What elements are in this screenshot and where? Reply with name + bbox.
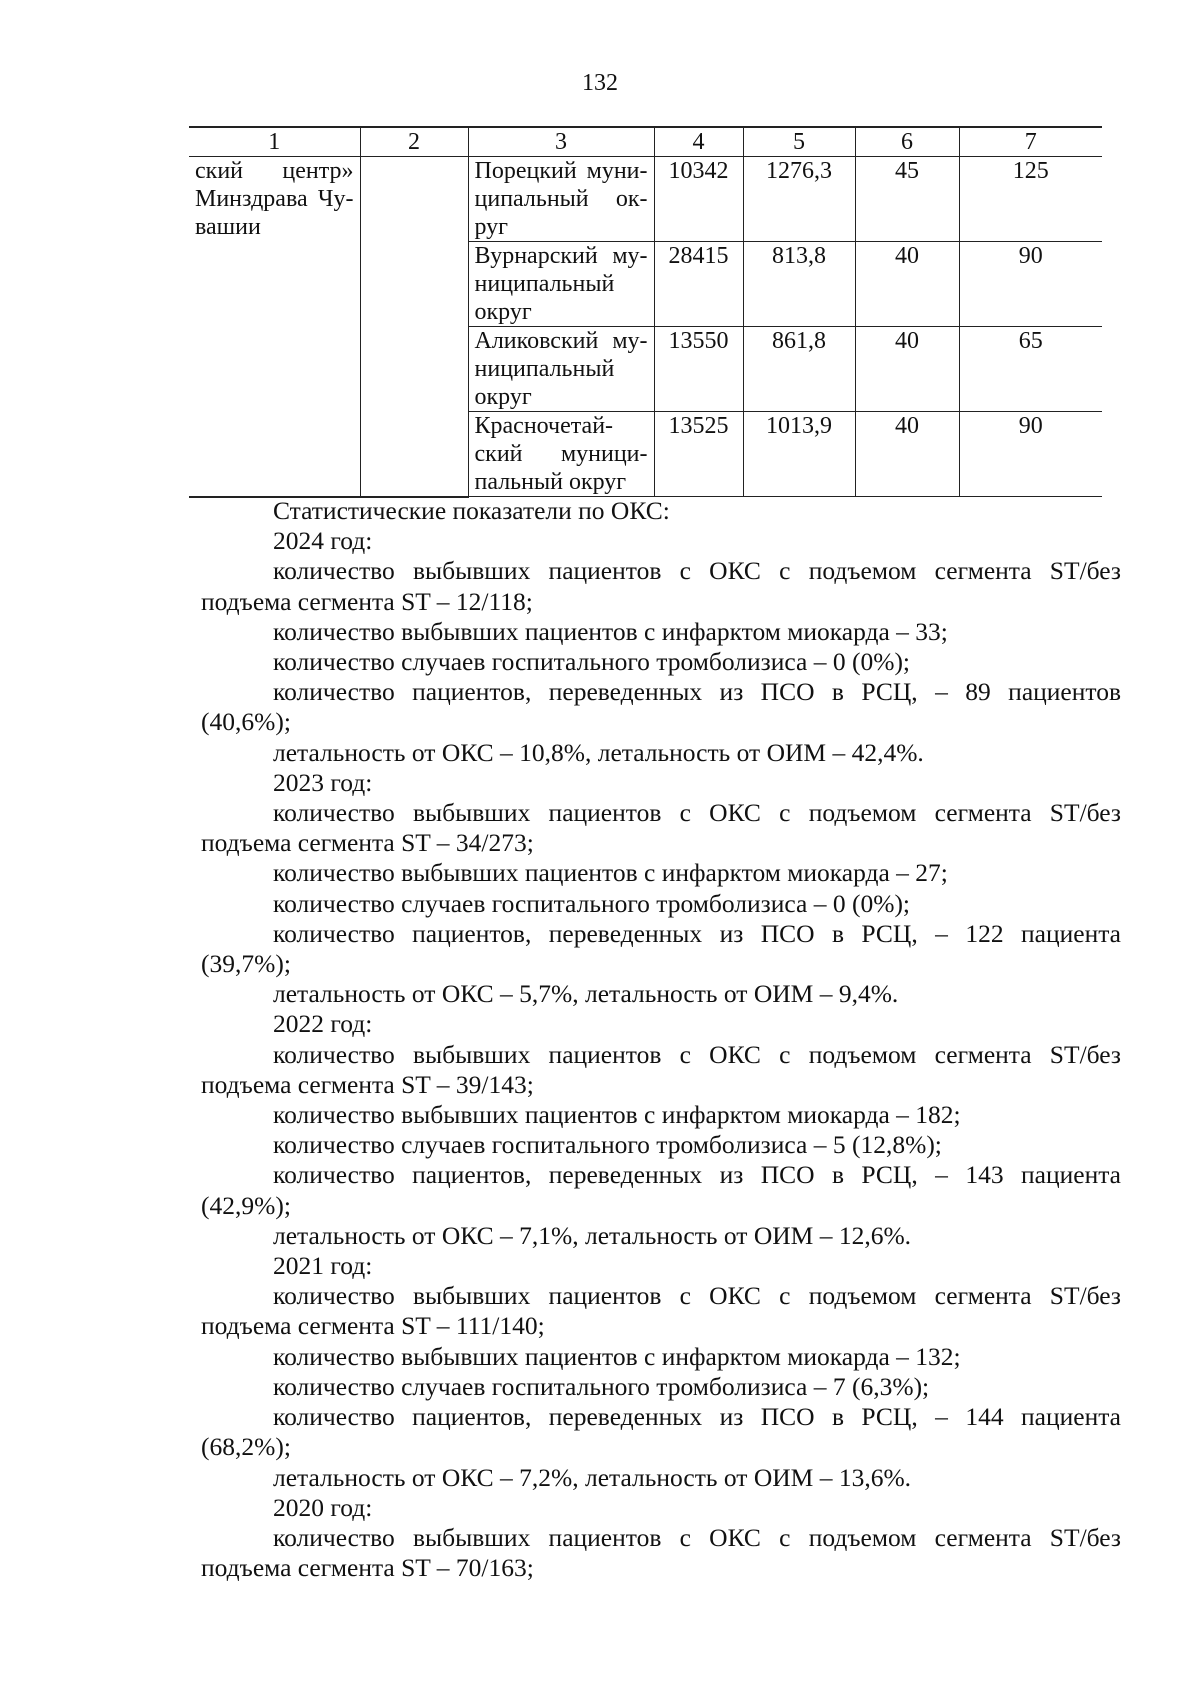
value-cell: 13525 bbox=[654, 412, 743, 497]
hospital-districts-table bbox=[189, 126, 1102, 498]
district-line: ципальный ок- bbox=[474, 186, 648, 212]
value-cell: 125 bbox=[959, 157, 1102, 242]
value-cell: 90 bbox=[959, 242, 1102, 327]
year-heading: 2022 год: bbox=[273, 1009, 373, 1039]
district-line: ниципальный bbox=[474, 271, 615, 297]
oks-discharged-cont: подъема сегмента ST – 111/140; bbox=[201, 1311, 545, 1341]
table-header-row bbox=[189, 127, 1102, 157]
value-cell: 40 bbox=[855, 412, 959, 497]
mortality: летальность от ОКС – 10,8%, летальность от ОИМ – 42,4%. bbox=[273, 737, 924, 767]
transfer-line: количество пациентов, переведенных из ПСО в РСЦ, – 122 пациента bbox=[273, 918, 1121, 948]
thrombolysis: количество случаев госпитального тромболизиса – 5 (12,8%); bbox=[273, 1130, 942, 1160]
mi-discharged: количество выбывших пациентов с инфарктом миокарда – 182; bbox=[273, 1100, 961, 1130]
mi-discharged: количество выбывших пациентов с инфарктом миокарда – 27; bbox=[273, 858, 948, 888]
column-header: 4 bbox=[654, 127, 743, 157]
mortality: летальность от ОКС – 7,1%, летальность от ОИМ – 12,6%. bbox=[273, 1220, 912, 1250]
mortality: летальность от ОКС – 5,7%, летальность от ОИМ – 9,4%. bbox=[273, 979, 899, 1009]
value-cell: 65 bbox=[959, 327, 1102, 412]
district-line: ский муници- bbox=[474, 441, 648, 467]
year-heading: 2023 год: bbox=[273, 767, 373, 797]
district-line: Вурнарский му- bbox=[474, 243, 648, 269]
oks-discharged-line: количество выбывших пациентов с ОКС с подъемом сегмента ST/без bbox=[273, 1522, 1121, 1552]
section-heading: Статистические показатели по ОКС: bbox=[273, 496, 670, 525]
mi-discharged: количество выбывших пациентов с инфарктом миокарда – 132; bbox=[273, 1341, 961, 1371]
oks-discharged-line: количество выбывших пациентов с ОКС с подъемом сегмента ST/без bbox=[273, 798, 1121, 828]
column-header: 1 bbox=[189, 127, 360, 157]
thrombolysis: количество случаев госпитального тромболизиса – 0 (0%); bbox=[273, 888, 911, 918]
value-cell: 45 bbox=[855, 157, 959, 242]
district-line: Аликовский му- bbox=[474, 328, 648, 354]
value-cell: 28415 bbox=[654, 242, 743, 327]
transfer-cont: (42,9%); bbox=[201, 1190, 291, 1220]
column-header: 5 bbox=[743, 127, 855, 157]
district-line: Красночетай- bbox=[474, 413, 614, 439]
thrombolysis: количество случаев госпитального тромболизиса – 7 (6,3%); bbox=[273, 1371, 930, 1401]
value-cell: 40 bbox=[855, 242, 959, 327]
district-line: ниципальный bbox=[474, 356, 615, 382]
table-row bbox=[189, 157, 1102, 242]
organization-line: ский центр» bbox=[195, 158, 354, 184]
district-line: пальный округ bbox=[474, 469, 627, 495]
oks-discharged-cont: подъема сегмента ST – 70/163; bbox=[201, 1553, 534, 1583]
transfer-cont: (39,7%); bbox=[201, 949, 291, 979]
transfer-cont: (68,2%); bbox=[201, 1432, 291, 1462]
oks-discharged-line: количество выбывших пациентов с ОКС с подъемом сегмента ST/без bbox=[273, 1281, 1121, 1311]
thrombolysis: количество случаев госпитального тромболизиса – 0 (0%); bbox=[273, 647, 911, 677]
district-line: округ bbox=[474, 384, 532, 410]
value-cell: 1276,3 bbox=[743, 157, 855, 242]
oks-discharged-line: количество выбывших пациентов с ОКС с подъемом сегмента ST/без bbox=[273, 1039, 1121, 1069]
value-cell: 90 bbox=[959, 412, 1102, 497]
value-cell: 813,8 bbox=[743, 242, 855, 327]
value-cell: 10342 bbox=[654, 157, 743, 242]
value-cell: 13550 bbox=[654, 327, 743, 412]
district-line: округ bbox=[474, 299, 532, 325]
transfer-cont: (40,6%); bbox=[201, 707, 291, 737]
transfer-line: количество пациентов, переведенных из ПСО в РСЦ, – 89 пациентов bbox=[273, 677, 1121, 707]
oks-discharged-cont: подъема сегмента ST – 39/143; bbox=[201, 1069, 534, 1099]
mi-discharged: количество выбывших пациентов с инфарктом миокарда – 33; bbox=[273, 616, 948, 646]
column-header: 3 bbox=[468, 127, 654, 157]
value-cell: 861,8 bbox=[743, 327, 855, 412]
oks-discharged-line: количество выбывших пациентов с ОКС с подъемом сегмента ST/без bbox=[273, 556, 1121, 586]
transfer-line: количество пациентов, переведенных из ПСО в РСЦ, – 144 пациента bbox=[273, 1402, 1121, 1432]
district-cell bbox=[468, 412, 654, 497]
column-header: 6 bbox=[855, 127, 959, 157]
district-cell bbox=[468, 327, 654, 412]
empty-cell bbox=[360, 157, 468, 497]
oks-discharged-cont: подъема сегмента ST – 12/118; bbox=[201, 586, 533, 616]
organization-line: Минздрава Чу- bbox=[195, 186, 354, 212]
transfer-line: количество пациентов, переведенных из ПСО в РСЦ, – 143 пациента bbox=[273, 1160, 1121, 1190]
year-heading: 2020 год: bbox=[273, 1492, 373, 1522]
page-number: 132 bbox=[582, 70, 618, 96]
organization-cell bbox=[189, 157, 360, 497]
column-header: 7 bbox=[959, 127, 1102, 157]
mortality: летальность от ОКС – 7,2%, летальность от ОИМ – 13,6%. bbox=[273, 1462, 912, 1492]
year-heading: 2024 год: bbox=[273, 526, 373, 556]
organization-line: вашии bbox=[195, 214, 261, 240]
value-cell: 40 bbox=[855, 327, 959, 412]
column-header: 2 bbox=[360, 127, 468, 157]
oks-discharged-cont: подъема сегмента ST – 34/273; bbox=[201, 828, 534, 858]
year-heading: 2021 год: bbox=[273, 1251, 373, 1281]
district-line: Порецкий муни- bbox=[474, 158, 648, 184]
district-cell bbox=[468, 242, 654, 327]
district-line: руг bbox=[474, 214, 509, 240]
value-cell: 1013,9 bbox=[743, 412, 855, 497]
district-cell bbox=[468, 157, 654, 242]
oks-statistics bbox=[201, 496, 1121, 1583]
